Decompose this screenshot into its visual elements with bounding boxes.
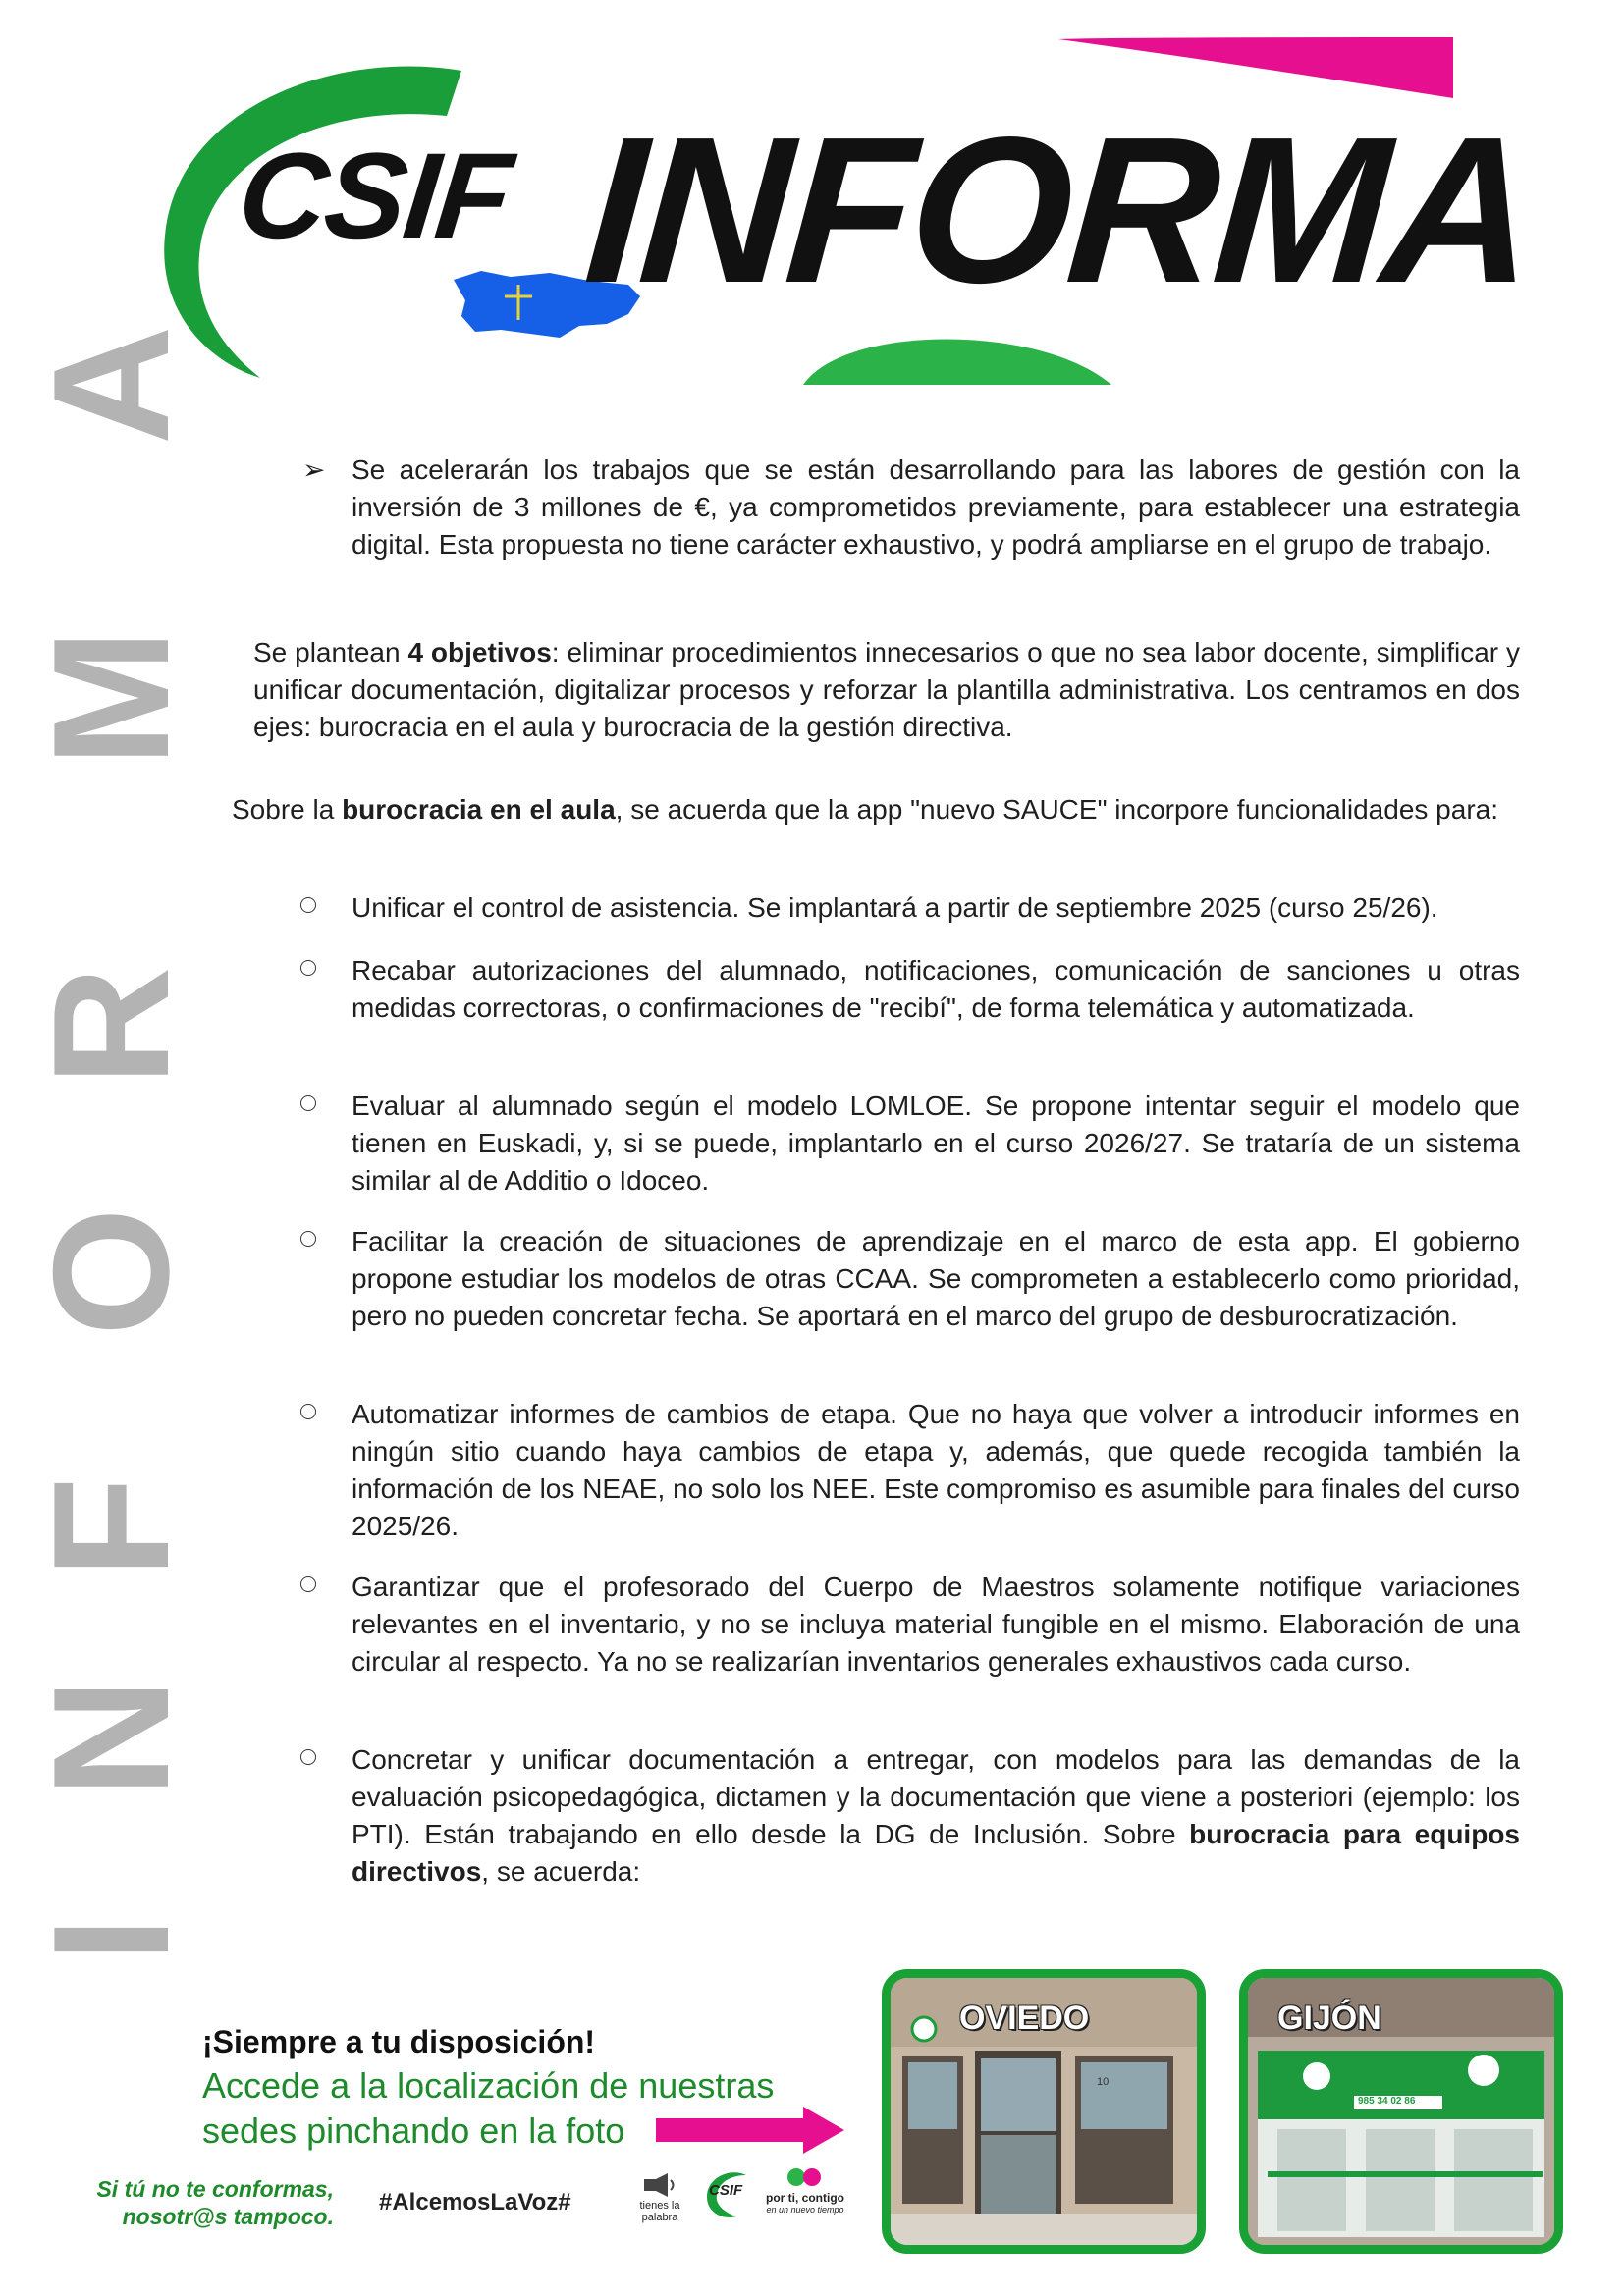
aula-intro-paragraph bbox=[232, 791, 1547, 828]
csif-small-logo: CSIF bbox=[699, 2167, 758, 2222]
last-item-rest: , se acuerda: bbox=[481, 1856, 641, 1887]
csif-logo-text: CSIF bbox=[232, 129, 516, 264]
circle-bullet-icon bbox=[300, 1095, 316, 1111]
gijon-label: GIJÓN bbox=[1277, 2000, 1381, 2037]
footer-title: ¡Siempre a tu disposición! bbox=[202, 2024, 596, 2059]
oviedo-sign: 10 bbox=[1097, 2076, 1110, 2088]
vertical-letter: O bbox=[19, 1207, 203, 1336]
vertical-letter: N bbox=[19, 1678, 203, 1797]
circle-bullet-icon bbox=[300, 960, 316, 976]
header-banner bbox=[0, 0, 1624, 412]
gijon-phone: 985 34 02 86 bbox=[1358, 2096, 1416, 2107]
circle-bullet-icon bbox=[300, 1749, 316, 1765]
objectives-rest: : eliminar procedimientos innecesarios o que no sea labor docente, simplificar y unificar documentación, digitalizar procesos y reforzar la plantilla administrativa. Los centramos en dos ejes: burocracia en el aula y burocracia de la gestión directiva. bbox=[253, 637, 1520, 742]
footer-subtitle-line2: sedes pinchando en la foto bbox=[202, 2110, 625, 2151]
arrow-bullet-icon: ➢ bbox=[302, 454, 326, 485]
vertical-letter: M bbox=[19, 629, 203, 767]
oviedo-label: OVIEDO bbox=[959, 2000, 1090, 2037]
gijon-office-photo[interactable] bbox=[1239, 1969, 1563, 2254]
green-dome bbox=[803, 340, 1111, 386]
list-item-text bbox=[352, 1741, 1520, 1891]
tienes-la-palabra-logo: tienes la palabra bbox=[628, 2173, 691, 2223]
slogan bbox=[69, 2175, 334, 2230]
footer-subtitle-line1: Accede a la localización de nuestras bbox=[202, 2065, 775, 2106]
magenta-swoosh bbox=[1058, 37, 1453, 98]
pink-arrow-icon bbox=[656, 2107, 852, 2156]
slogan-line1: Si tú no te conformas, bbox=[96, 2176, 334, 2202]
vertical-letter: R bbox=[19, 966, 203, 1086]
list-item-text: Automatizar informes de cambios de etapa. Que no haya que volver a introducir informes en ningún sitio cuando haya cambios de etapa y, además, que quede recogida también la información de los NEAE, no solo los NEE. Este compromiso es asumible para finales del curso 2025/26. bbox=[352, 1399, 1520, 1541]
list-item-text: Garantizar que el profesorado del Cuerpo de Maestros solamente notifique variaciones relevantes en el inventario, y no se incluya material fungible en el mismo. Elaboración de una circular al respecto. Ya no se realizarían inventarios generales exhaustivos cada curso. bbox=[352, 1572, 1520, 1677]
aula-prefix: Sobre la bbox=[232, 794, 343, 825]
objectives-paragraph bbox=[253, 634, 1520, 746]
hashtag: #AlcemosLaVoz# bbox=[379, 2189, 571, 2216]
last-item-text: Concretar y unificar documentación a entregar, con modelos para las demandas de la evaluación psicopedagógica, dictamen y la documentación que viene a posteriori (ejemplo: los PTI). Están trabajando en ello desde la DG de Inclusión. Sobre bbox=[352, 1744, 1520, 1849]
intro-paragraph: Se acelerarán los trabajos que se están desarrollando para las labores de gestión con la inversión de 3 millones de €, ya comprometidos previamente, para establecer una estrategia digital. Esta propuesta no tiene carácter exhaustivo, y podrá ampliarse en el grupo de trabajo. bbox=[352, 454, 1520, 560]
list-item-text: Recabar autorizaciones del alumnado, notificaciones, comunicación de sanciones u otras medidas correctoras, o confirmaciones de "recibí", de forma telemática y automatizada. bbox=[352, 955, 1520, 1023]
list-item-text: Facilitar la creación de situaciones de aprendizaje en el marco de esta app. El gobierno propone estudiar los modelos de otras CCAA. Se comprometen a establecerlo como prioridad, pero no pueden concretar fecha. Se aportará en el marco del grupo de desburocratización. bbox=[352, 1226, 1520, 1331]
objectives-prefix: Se plantean bbox=[253, 637, 408, 667]
list-item-text: Unificar el control de asistencia. Se implantará a partir de septiembre 2025 (curso 25/26). bbox=[352, 892, 1438, 923]
last-item-bold: burocracia para equipos directivos bbox=[352, 1819, 1520, 1887]
aula-rest: , se acuerda que la app "nuevo SAUCE" incorpore funcionalidades para: bbox=[615, 794, 1498, 825]
oviedo-office-photo[interactable] bbox=[882, 1969, 1206, 2254]
vertical-letter: A bbox=[19, 325, 203, 445]
slogan-line2: nosotr@s tampoco. bbox=[122, 2204, 334, 2229]
circle-bullet-icon bbox=[300, 1231, 316, 1247]
circle-bullet-icon bbox=[300, 1404, 316, 1419]
informa-title: INFORMA bbox=[578, 93, 1540, 326]
list-item-text: Evaluar al alumnado según el modelo LOMLOE. Se propone intentar seguir el modelo que tienen en Euskadi, y, si se puede, implantarlo en el curso 2026/27. Se trataría de un sistema similar al de Additio o Idoceo. bbox=[352, 1091, 1520, 1196]
circle-bullet-icon bbox=[300, 897, 316, 913]
speaker-icon bbox=[640, 2173, 679, 2197]
vertical-letter: F bbox=[19, 1476, 203, 1578]
aula-bold: burocracia en el aula bbox=[342, 794, 616, 825]
dots-icon bbox=[781, 2165, 830, 2189]
circle-bullet-icon bbox=[300, 1576, 316, 1592]
vertical-letter: I bbox=[19, 1916, 203, 1963]
objectives-bold: 4 objetivos bbox=[407, 637, 552, 667]
por-ti-contigo-logo: por ti, contigo en un nuevo tiempo bbox=[758, 2165, 852, 2216]
